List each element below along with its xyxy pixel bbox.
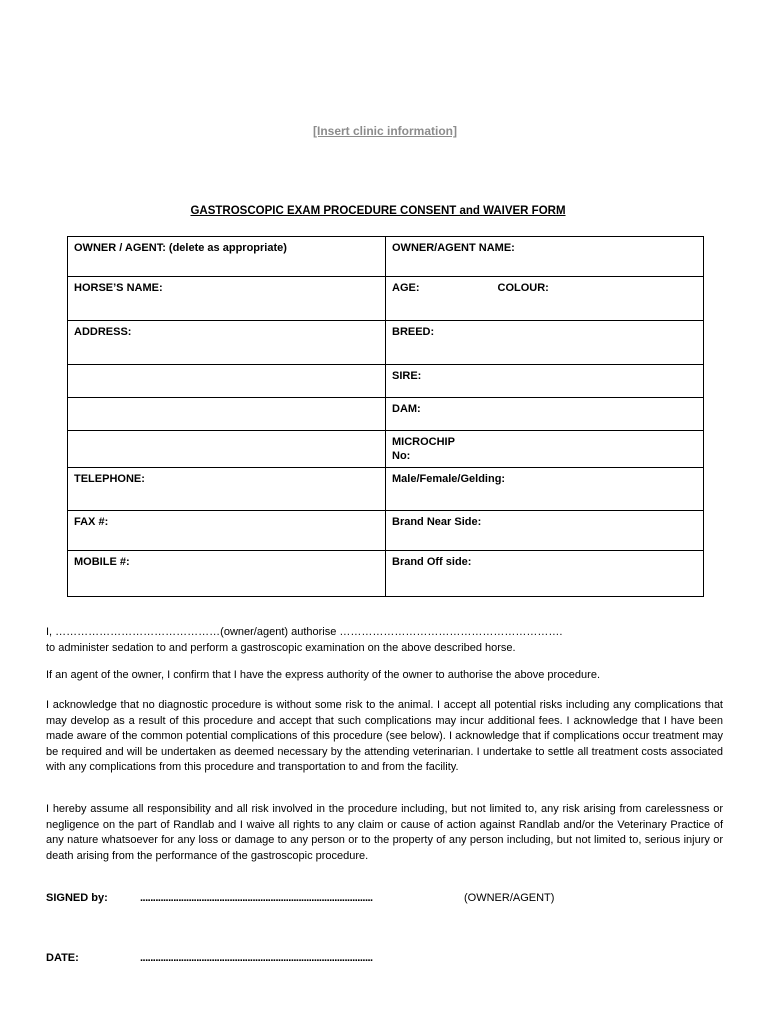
owner-agent-name-label: OWNER/AGENT NAME: xyxy=(392,242,515,254)
table-row xyxy=(68,237,704,277)
sex-label: Male/Female/Gelding: xyxy=(392,473,506,485)
authorisation-continuation: to administer sedation to and perform a gastroscopic examination on the above described horse. xyxy=(46,641,516,654)
address-line-2-field[interactable] xyxy=(68,365,386,398)
age-label: AGE: xyxy=(392,282,420,294)
sire-label: SIRE: xyxy=(392,370,422,382)
table-row xyxy=(68,365,704,398)
microchip-label: MICROCHIP xyxy=(392,436,455,448)
breed-label: BREED: xyxy=(392,326,435,338)
table-row xyxy=(68,511,704,551)
agent-confirmation-paragraph: If an agent of the owner, I confirm that I have the express authority of the owner to authorise the above procedure. xyxy=(46,669,601,681)
breed-field[interactable] xyxy=(386,321,704,365)
brand-off-side-label: Brand Off side: xyxy=(392,556,472,568)
horse-name-field[interactable] xyxy=(68,277,386,321)
address-field[interactable] xyxy=(68,321,386,365)
risk-acknowledgement-paragraph: I acknowledge that no diagnostic procedure is without some risk to the animal. I accept all potential risks including any complications that may develop as a result of this procedure and accept that such complications may incur additional fees. I acknowledge that I have been made aware of the common potential complications of this procedure (see below). I acknowledge that if complications occur treatment may be required and will be undertaken as deemed necessary by the attending veterinarian. I undertake to settle all treatment costs associated with any complications from this procedure and transportation to and from the facility. xyxy=(46,699,723,773)
brand-off-side-field[interactable] xyxy=(386,551,704,597)
table-row xyxy=(68,277,704,321)
owner-agent-role-label: (OWNER/AGENT) xyxy=(464,892,555,904)
mobile-field[interactable] xyxy=(68,551,386,597)
table-row xyxy=(68,431,704,468)
telephone-field[interactable] xyxy=(68,468,386,511)
clinic-info-placeholder: [Insert clinic information] xyxy=(312,124,457,138)
authorisation-paragraph xyxy=(46,625,723,656)
waiver-paragraph: I hereby assume all responsibility and all risk involved in the procedure including, but not limited to, any risk arising from carelessness or negligence on the part of Randlab and I waive all rights to any claim or cause of action against Randlab and/or the Veterinary Practice of any nature whatsoever for any loss or damage to any person or to the property of any person including, but not limited to, serious injury or death arising from the performance of the gastroscopic procedure. xyxy=(46,803,723,862)
fax-field[interactable] xyxy=(68,511,386,551)
date-line[interactable]: ........................................................................................... xyxy=(140,952,373,964)
horse-owner-details-table xyxy=(67,236,704,597)
table-row xyxy=(68,551,704,597)
address-line-4-field[interactable] xyxy=(68,431,386,468)
signature-line[interactable]: ........................................................................................... xyxy=(140,892,373,904)
sex-field[interactable] xyxy=(386,468,704,511)
table-row xyxy=(68,398,704,431)
table-row xyxy=(68,468,704,511)
dam-field[interactable] xyxy=(386,398,704,431)
date-label: DATE: xyxy=(46,952,79,964)
address-line-3-field[interactable] xyxy=(68,398,386,431)
fax-label: FAX #: xyxy=(74,516,109,528)
sire-field[interactable] xyxy=(386,365,704,398)
address-label: ADDRESS: xyxy=(74,326,132,338)
colour-label: COLOUR: xyxy=(497,282,549,294)
age-colour-field[interactable] xyxy=(386,277,704,321)
owner-agent-label: OWNER / AGENT: (delete as appropriate) xyxy=(74,242,287,254)
mobile-label: MOBILE #: xyxy=(74,556,130,568)
microchip-no-label: No: xyxy=(392,450,411,462)
owner-agent-name-field[interactable] xyxy=(386,237,704,277)
microchip-field[interactable] xyxy=(386,431,704,468)
telephone-label: TELEPHONE: xyxy=(74,473,145,485)
brand-near-side-label: Brand Near Side: xyxy=(392,516,482,528)
brand-near-side-field[interactable] xyxy=(386,511,704,551)
horse-name-label: HORSE’S NAME: xyxy=(74,282,163,294)
owner-agent-field[interactable] xyxy=(68,237,386,277)
table-row xyxy=(68,321,704,365)
authorisation-line: I, ………………………………………(owner/agent) authorise ……………………………………………………. xyxy=(46,626,563,638)
signed-by-label: SIGNED by: xyxy=(46,892,108,904)
dam-label: DAM: xyxy=(392,403,421,415)
form-title: GASTROSCOPIC EXAM PROCEDURE CONSENT and WAIVER FORM xyxy=(190,205,566,217)
